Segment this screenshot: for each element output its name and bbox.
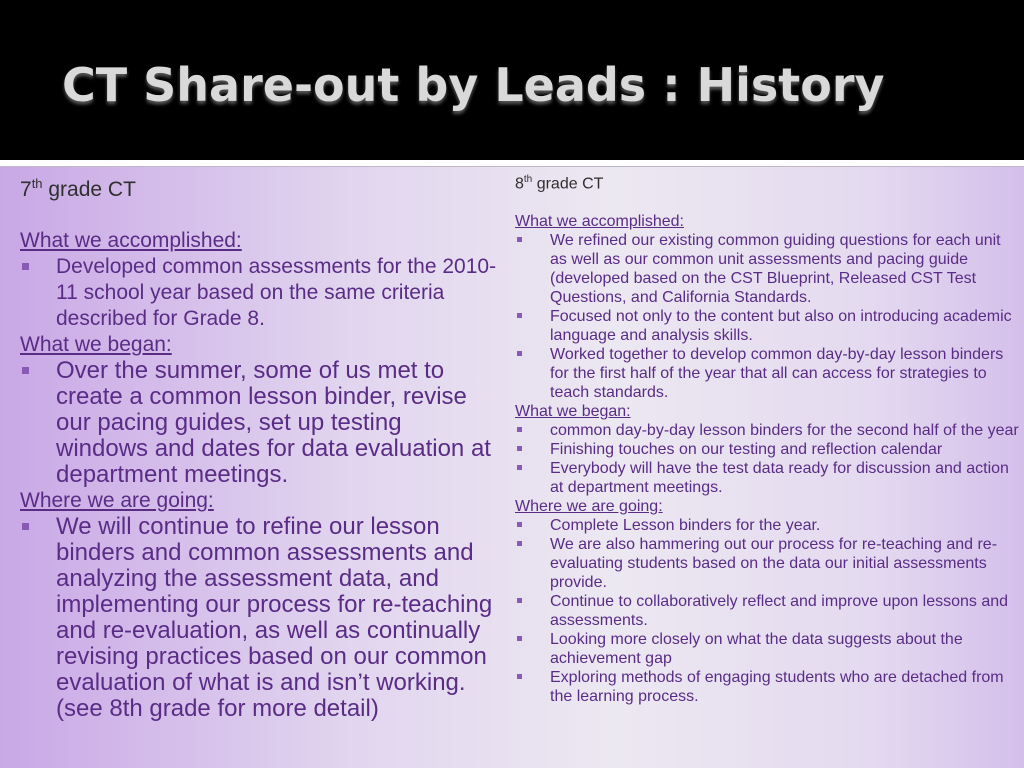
grade-8-number: 8 bbox=[515, 175, 524, 193]
list-item-text: Developed common assessments for the 2010-11 school year based on the same criteria described for Grade 8. bbox=[56, 255, 497, 330]
square-bullet-icon bbox=[517, 427, 522, 432]
title-divider bbox=[0, 160, 1024, 167]
list-item-text: We refined our existing common guiding questions for each unit as well as our common unit assessments and pacing guide (developed based on the CST Blueprint, Released CST Test Questions, and California Standards. bbox=[550, 232, 1001, 307]
grade-7-accomplished-list bbox=[20, 254, 500, 332]
grade-7-number: 7 bbox=[20, 178, 32, 201]
left-column-7th-grade bbox=[20, 170, 500, 722]
list-item bbox=[20, 514, 500, 722]
grade-8-label: grade CT bbox=[532, 175, 604, 193]
list-item-text: Over the summer, some of us met to create a common lesson binder, revise our pacing guides, set up testing windows and dates for data evaluation at department meetings. bbox=[56, 357, 491, 488]
list-item bbox=[515, 421, 1020, 440]
square-bullet-icon bbox=[517, 313, 522, 318]
square-bullet-icon bbox=[22, 263, 29, 270]
grade-7-going-list bbox=[20, 514, 500, 722]
grade-7-label: grade CT bbox=[42, 178, 136, 201]
list-item-text: common day-by-day lesson binders for the second half of the year bbox=[550, 422, 1019, 440]
grade-7-accomplished-label: What we accomplished: bbox=[20, 229, 242, 252]
square-bullet-icon bbox=[517, 674, 522, 679]
grade-7-began-label: What we began: bbox=[20, 333, 172, 356]
square-bullet-icon bbox=[517, 465, 522, 470]
list-item bbox=[20, 254, 500, 332]
list-item bbox=[515, 630, 1020, 668]
list-item-text: Focused not only to the content but also on introducing academic language and analysis skills. bbox=[550, 308, 1012, 345]
square-bullet-icon bbox=[517, 598, 522, 603]
grade-8-began-list bbox=[515, 421, 1020, 497]
grade-7-began-list bbox=[20, 358, 500, 488]
square-bullet-icon bbox=[517, 351, 522, 356]
list-item bbox=[515, 516, 1020, 535]
list-item bbox=[515, 535, 1020, 592]
title-bar bbox=[0, 0, 1024, 160]
list-item-text: Worked together to develop common day-by-day lesson binders for the first half of the year that all can access for strategies to teach standards. bbox=[550, 346, 1004, 402]
list-item bbox=[20, 358, 500, 488]
grade-7-ordinal: th bbox=[31, 176, 43, 191]
list-item-text: Finishing touches on our testing and reflection calendar bbox=[550, 441, 943, 459]
grade-7-going-label: Where we are going: bbox=[20, 489, 214, 512]
list-item-text: Complete Lesson binders for the year. bbox=[550, 517, 821, 535]
grade-8-began-label: What we began: bbox=[515, 403, 631, 421]
right-column-8th-grade bbox=[515, 170, 1020, 706]
grade-8-ordinal: th bbox=[523, 174, 533, 185]
square-bullet-icon bbox=[517, 636, 522, 641]
slide-title: CT Share-out by Leads : History bbox=[62, 58, 885, 112]
list-item bbox=[515, 345, 1020, 402]
square-bullet-icon bbox=[22, 523, 29, 530]
grade-7-heading bbox=[20, 170, 500, 204]
list-item-text: Continue to collaboratively reflect and improve upon lessons and assessments. bbox=[550, 593, 1009, 630]
list-item-text: Exploring methods of engaging students who are detached from the learning process. bbox=[550, 669, 1004, 706]
list-item bbox=[515, 668, 1020, 706]
grade-8-heading bbox=[515, 170, 1020, 194]
list-item-text: We are also hammering out our process for re-teaching and re-evaluating students based on the data our initial assessments provide. bbox=[550, 536, 998, 592]
grade-8-going-label: Where we are going: bbox=[515, 498, 663, 516]
list-item-text: Everybody will have the test data ready for discussion and action at department meetings. bbox=[550, 460, 1009, 497]
list-item bbox=[515, 592, 1020, 630]
grade-8-accomplished-list bbox=[515, 231, 1020, 402]
grade-8-going-list bbox=[515, 516, 1020, 706]
square-bullet-icon bbox=[517, 446, 522, 451]
list-item bbox=[515, 440, 1020, 459]
list-item-text: Looking more closely on what the data suggests about the achievement gap bbox=[550, 631, 963, 668]
list-item bbox=[515, 231, 1020, 307]
square-bullet-icon bbox=[517, 237, 522, 242]
list-item bbox=[515, 307, 1020, 345]
square-bullet-icon bbox=[517, 522, 522, 527]
list-item bbox=[515, 459, 1020, 497]
grade-8-accomplished-label: What we accomplished: bbox=[515, 213, 684, 231]
square-bullet-icon bbox=[22, 367, 29, 374]
square-bullet-icon bbox=[517, 541, 522, 546]
list-item-text: We will continue to refine our lesson binders and common assessments and analyzing the assessment data, and implementing our process for re-teaching and re-evaluation, as well as continually revising practices based on our common evaluation of what is and isn’t working. (see 8th grade for more detail) bbox=[56, 513, 493, 722]
